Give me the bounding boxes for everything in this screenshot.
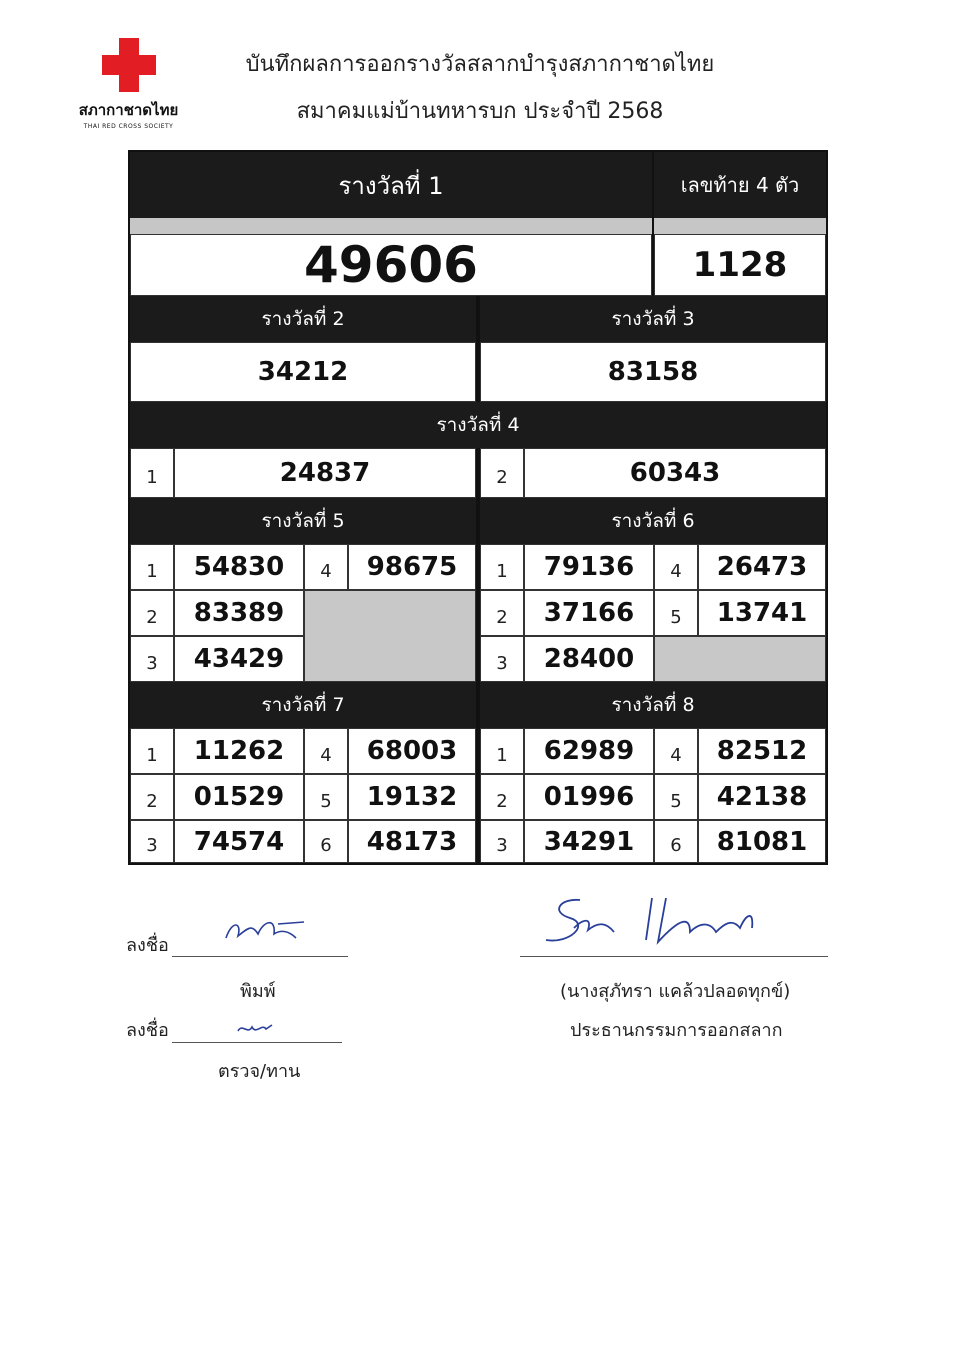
sign-label: ลงชื่อ	[126, 1020, 169, 1041]
prize8-index: 4	[654, 728, 698, 774]
prize7-index: 6	[304, 820, 348, 863]
prize6-index: 2	[480, 590, 524, 636]
prize3-number: 83158	[480, 342, 826, 402]
stripe	[130, 218, 652, 234]
chair-signature	[540, 888, 770, 958]
prize6-number: 37166	[524, 590, 654, 636]
prize7-index: 5	[304, 774, 348, 820]
prize5-index: 3	[130, 636, 174, 682]
prize5-index: 1	[130, 544, 174, 590]
prize6-header: รางวัลที่ 6	[480, 498, 826, 544]
logo-name-english: THAI RED CROSS SOCIETY	[83, 123, 174, 130]
prize6-index: 4	[654, 544, 698, 590]
empty-cell	[654, 636, 826, 682]
prize8-index: 2	[480, 774, 524, 820]
prize7-number: 48173	[348, 820, 476, 863]
results-table	[128, 150, 828, 865]
prize8-number: 01996	[524, 774, 654, 820]
prize7-number: 68003	[348, 728, 476, 774]
document-title: บันทึกผลการออกรางวัลสลากบำรุงสภากาชาดไทย	[245, 52, 715, 77]
chair-title: ประธานกรรมการออกสลาก	[570, 1020, 783, 1041]
prize5-number: 54830	[174, 544, 304, 590]
prize7-index: 3	[130, 820, 174, 863]
prize8-header: รางวัลที่ 8	[480, 682, 826, 728]
typist-signature	[218, 910, 318, 950]
prize1-header: รางวัลที่ 1	[130, 152, 652, 218]
signature-line	[172, 956, 348, 957]
prize6-number: 79136	[524, 544, 654, 590]
prize4-number: 24837	[174, 448, 476, 498]
logo-name-thai: สภากาชาดไทย	[78, 101, 179, 119]
prize2-number: 34212	[130, 342, 476, 402]
prize2-header: รางวัลที่ 2	[130, 296, 476, 342]
prize8-number: 82512	[698, 728, 826, 774]
prize7-index: 1	[130, 728, 174, 774]
prize5-index: 4	[304, 544, 348, 590]
prize4-index: 1	[130, 448, 174, 498]
last4-number: 1128	[654, 234, 826, 296]
prize1-number: 49606	[130, 234, 652, 296]
prize6-number: 13741	[698, 590, 826, 636]
prize8-number: 34291	[524, 820, 654, 863]
prize4-header: รางวัลที่ 4	[130, 402, 826, 448]
document-subtitle: สมาคมแม่บ้านทหารบก ประจำปี 2568	[296, 99, 664, 124]
prize8-index: 5	[654, 774, 698, 820]
last4-header: เลขท้าย 4 ตัว	[654, 152, 826, 218]
prize5-number: 98675	[348, 544, 476, 590]
thai-red-cross-logo	[66, 38, 191, 130]
prize8-number: 62989	[524, 728, 654, 774]
prize7-number: 11262	[174, 728, 304, 774]
prize7-index: 4	[304, 728, 348, 774]
prize8-number: 42138	[698, 774, 826, 820]
prize6-index: 5	[654, 590, 698, 636]
stripe	[654, 218, 826, 234]
prize6-index: 3	[480, 636, 524, 682]
red-cross-icon	[102, 38, 156, 92]
prize7-header: รางวัลที่ 7	[130, 682, 476, 728]
prize7-number: 19132	[348, 774, 476, 820]
checker-role: ตรวจ/ทาน	[218, 1061, 301, 1082]
prize6-number: 28400	[524, 636, 654, 682]
signature-line	[520, 956, 828, 957]
prize8-index: 6	[654, 820, 698, 863]
chair-name: (นางสุภัทรา แคล้วปลอดทุกข์)	[560, 981, 791, 1002]
prize7-number: 01529	[174, 774, 304, 820]
empty-cell	[304, 590, 476, 682]
prize8-index: 1	[480, 728, 524, 774]
prize7-number: 74574	[174, 820, 304, 863]
sign-label: ลงชื่อ	[126, 935, 169, 956]
checker-signature	[232, 1015, 282, 1043]
prize4-number: 60343	[524, 448, 826, 498]
prize7-index: 2	[130, 774, 174, 820]
signature-line	[172, 1042, 342, 1043]
typist-role: พิมพ์	[240, 981, 276, 1002]
prize5-index: 2	[130, 590, 174, 636]
prize5-number: 43429	[174, 636, 304, 682]
prize6-number: 26473	[698, 544, 826, 590]
prize8-index: 3	[480, 820, 524, 863]
prize5-number: 83389	[174, 590, 304, 636]
prize4-index: 2	[480, 448, 524, 498]
prize5-header: รางวัลที่ 5	[130, 498, 476, 544]
prize3-header: รางวัลที่ 3	[480, 296, 826, 342]
prize8-number: 81081	[698, 820, 826, 863]
prize6-index: 1	[480, 544, 524, 590]
